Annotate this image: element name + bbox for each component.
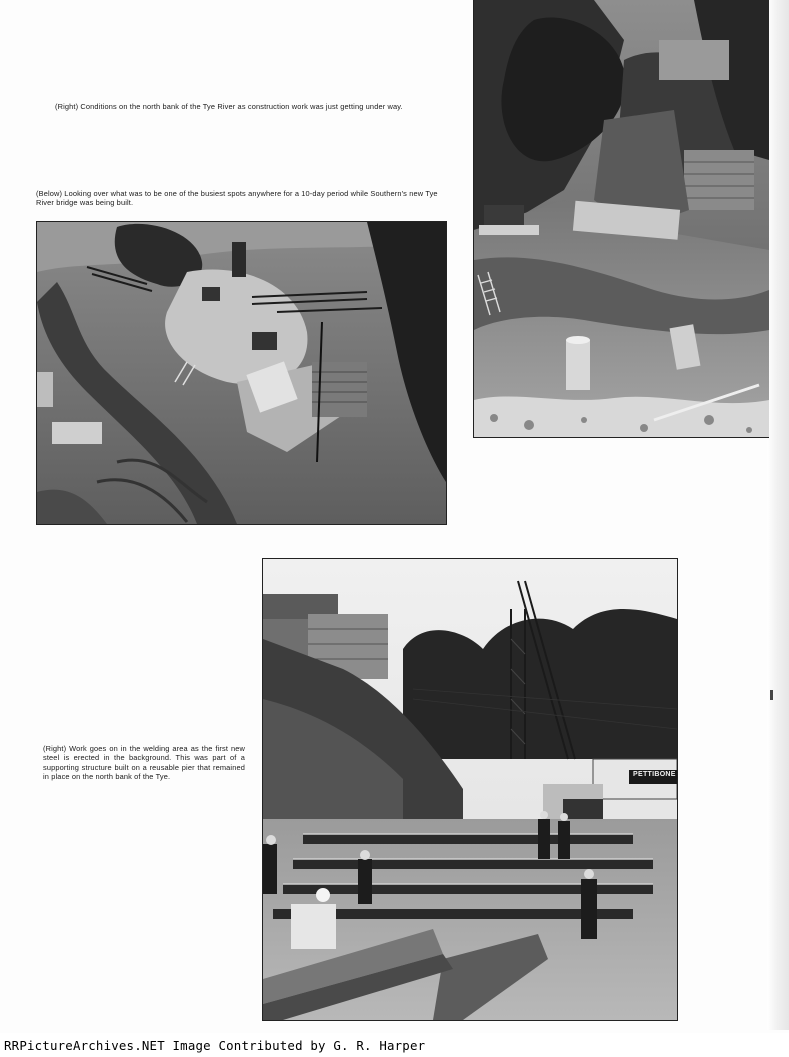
caption-north-bank: (Right) Conditions on the north bank of the Tye River as construction work was just getting under way. [55, 102, 403, 111]
footer [0, 1033, 789, 1057]
pettibone-sign: PETTIBONE [633, 771, 676, 778]
photo-busiest-spot-image [37, 222, 446, 524]
page-edge [767, 0, 789, 1030]
photo-busiest-spot [36, 221, 447, 525]
photo-welding-area [262, 558, 678, 1021]
edge-mark [770, 690, 773, 700]
caption-welding-area: (Right) Work goes on in the welding area as the first new steel is erected in the background. This was part of a supporting structure built on a reusable pier that remained in place on the north bank of the Tye. [43, 744, 245, 781]
footer-credit: RRPictureArchives.NET Image Contributed by G. R. Harper [4, 1038, 426, 1053]
photo-north-bank-image [474, 0, 769, 437]
caption-busiest-spot: (Below) Looking over what was to be one of the busiest spots anywhere for a 10-day period while Southern's new Tye River bridge was being built. [36, 189, 438, 208]
photo-north-bank [473, 0, 769, 438]
photo-welding-area-image [263, 559, 677, 1020]
